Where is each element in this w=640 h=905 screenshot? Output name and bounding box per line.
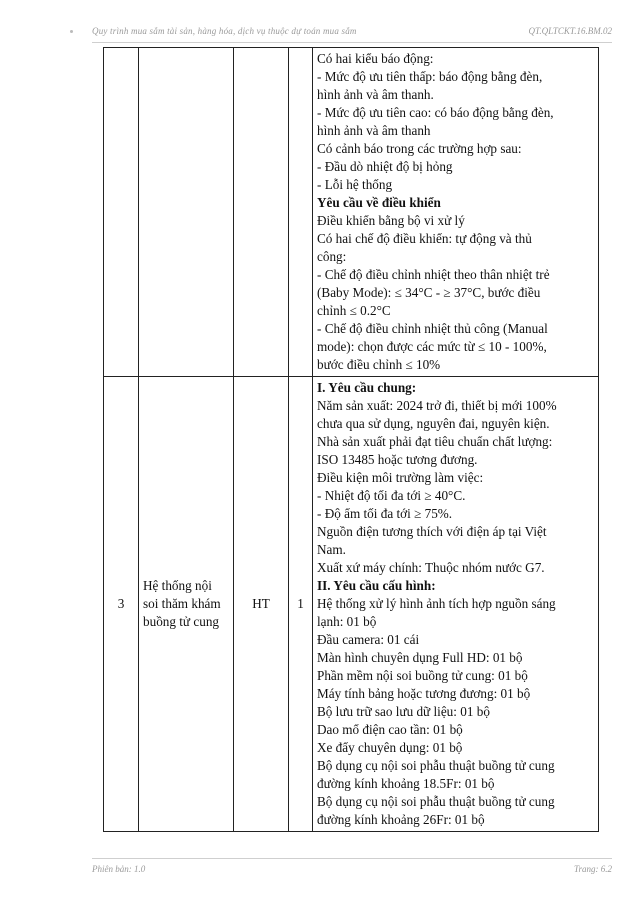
table-row <box>104 48 599 377</box>
spec-line: - Đầu dò nhiệt độ bị hỏng <box>317 159 453 174</box>
spec-line: Điều kiện môi trường làm việc: <box>317 470 484 485</box>
spec-line: - Mức độ ưu tiên cao: có báo động bằng đèn, <box>317 105 554 120</box>
cell-quantity <box>289 48 313 377</box>
page-footer <box>92 858 612 879</box>
spec-line: đường kính khoảng 26Fr: 01 bộ <box>317 812 485 827</box>
spec-line: Nhà sản xuất phải đạt tiêu chuẩn chất lượng: <box>317 434 553 449</box>
page-header <box>92 22 612 43</box>
spec-line: - Độ ẩm tối đa tới ≥ 75%. <box>317 506 453 521</box>
spec-line: đường kính khoảng 18.5Fr: 01 bộ <box>317 776 495 791</box>
margin-dot <box>70 30 73 33</box>
spec-line: hình ảnh và âm thanh. <box>317 87 434 102</box>
spec-line: Phần mềm nội soi buồng tử cung: 01 bộ <box>317 668 528 683</box>
spec-line: Bộ lưu trữ sao lưu dữ liệu: 01 bộ <box>317 704 490 719</box>
cell-quantity: 1 <box>289 377 313 832</box>
spec-line: Máy tính bảng hoặc tương đương: 01 bộ <box>317 686 531 701</box>
section-heading: II. Yêu cầu cấu hình: <box>317 578 436 593</box>
spec-line: - Chế độ điều chỉnh nhiệt theo thân nhiệt trẻ <box>317 267 550 282</box>
spec-line: bước điều chỉnh ≤ 10% <box>317 357 441 372</box>
spec-line: mode): chọn được các mức từ ≤ 10 - 100%, <box>317 339 547 354</box>
header-doc-code: QT.QLTCKT.16.BM.02 <box>528 26 612 36</box>
spec-line: Xe đẩy chuyên dụng: 01 bộ <box>317 740 463 755</box>
spec-line: ISO 13485 hoặc tương đương. <box>317 452 478 467</box>
footer-version: Phiên bản: 1.0 <box>92 864 146 874</box>
spec-line: Bộ dụng cụ nội soi phẫu thuật buồng tử cung <box>317 794 555 809</box>
spec-line: - Chế độ điều chỉnh nhiệt thủ công (Manual <box>317 321 548 336</box>
spec-line: chỉnh ≤ 0.2°C <box>317 303 391 318</box>
spec-line: công: <box>317 249 347 264</box>
spec-line: Điều khiển bằng bộ vi xử lý <box>317 213 465 228</box>
spec-line: hình ảnh và âm thanh <box>317 123 431 138</box>
cell-technical-requirements <box>313 377 599 832</box>
spec-line: Có cảnh báo trong các trường hợp sau: <box>317 141 522 156</box>
spec-line: Nguồn điện tương thích với điện áp tại Việt <box>317 524 547 539</box>
spec-line: lạnh: 01 bộ <box>317 614 377 629</box>
spec-line: Đầu camera: 01 cái <box>317 632 420 647</box>
section-heading: I. Yêu cầu chung: <box>317 380 417 395</box>
specification-table <box>103 47 599 832</box>
spec-line: Có hai kiểu báo động: <box>317 51 434 66</box>
spec-line: - Nhiệt độ tối đa tới ≥ 40°C. <box>317 488 466 503</box>
cell-stt <box>104 48 139 377</box>
spec-line: Xuất xứ máy chính: Thuộc nhóm nước G7. <box>317 560 545 575</box>
footer-page-number: Trang: 6.2 <box>573 864 612 874</box>
cell-item-name: Hệ thống nội soi thăm khám buồng tử cung <box>139 377 234 832</box>
spec-line: Hệ thống xử lý hình ảnh tích hợp nguồn sáng <box>317 596 556 611</box>
section-heading: Yêu cầu về điều khiển <box>317 195 441 210</box>
spec-line: Năm sản xuất: 2024 trở đi, thiết bị mới 100% <box>317 398 557 413</box>
cell-unit <box>234 48 289 377</box>
spec-line: - Lỗi hệ thống <box>317 177 393 192</box>
spec-line: - Mức độ ưu tiên thấp: báo động bằng đèn, <box>317 69 543 84</box>
spec-line: Bộ dụng cụ nội soi phẫu thuật buồng tử cung <box>317 758 555 773</box>
table-row <box>104 377 599 832</box>
spec-line: Dao mổ điện cao tần: 01 bộ <box>317 722 463 737</box>
spec-line: (Baby Mode): ≤ 34°C - ≥ 37°C, bước điều <box>317 285 541 300</box>
cell-item-name <box>139 48 234 377</box>
spec-line: Nam. <box>317 542 346 557</box>
spec-line: chưa qua sử dụng, nguyên đai, nguyên kiện. <box>317 416 550 431</box>
spec-line: Có hai chế độ điều khiển: tự động và thủ <box>317 231 532 246</box>
spec-line: Màn hình chuyên dụng Full HD: 01 bộ <box>317 650 523 665</box>
cell-technical-requirements <box>313 48 599 377</box>
cell-unit: HT <box>234 377 289 832</box>
cell-stt: 3 <box>104 377 139 832</box>
header-title: Quy trình mua sắm tài sản, hàng hóa, dịch vụ thuộc dự toán mua sắm <box>92 26 357 36</box>
